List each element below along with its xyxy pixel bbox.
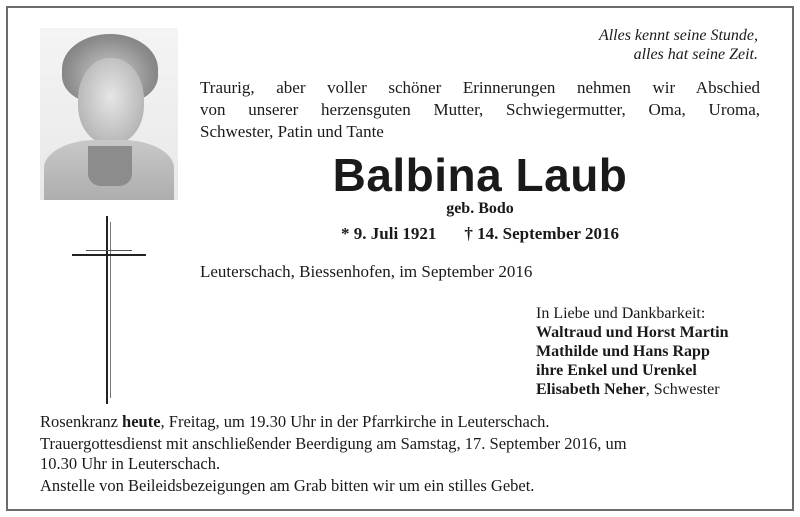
intro-line-1: Traurig, aber voller schöner Erinnerungen nehmen wir Abschied	[200, 78, 760, 97]
rosary-notice	[40, 412, 764, 432]
motto	[599, 26, 758, 64]
mourner-2: Mathilde und Hans Rapp	[536, 343, 710, 360]
intro-line-2: von unserer herzensguten Mutter, Schwiegermutter, Oma, Uroma,	[200, 100, 760, 119]
service-notice	[40, 434, 764, 474]
mourners-list	[536, 304, 728, 399]
rosary-today: heute	[122, 412, 161, 431]
mourner-4-relation: , Schwester	[645, 381, 720, 398]
mourner-4	[536, 380, 728, 399]
intro-text	[200, 77, 760, 143]
rosary-post: , Freitag, um 19.30 Uhr in der Pfarrkirche in Leuterschach.	[160, 412, 550, 431]
mourner-4-name: Elisabeth Neher	[536, 381, 646, 398]
mourner-3: ihre Enkel und Urenkel	[536, 362, 697, 379]
life-dates	[200, 224, 760, 244]
death-date: † 14. September 2016	[464, 224, 619, 243]
condolence-request: Anstelle von Beileidsbezeigungen am Grab bitten wir um ein stilles Gebet.	[40, 476, 535, 495]
service-line-2: 10.30 Uhr in Leuterschach.	[40, 454, 221, 473]
service-line-1: Trauergottesdienst mit anschließender Beerdigung am Samstag, 17. September 2016, um	[40, 434, 627, 453]
portrait-photo	[40, 28, 178, 200]
mourner-1: Waltraud und Horst Martin	[536, 324, 729, 341]
motto-line-1: Alles kennt seine Stunde,	[598, 27, 758, 44]
motto-line-2: alles hat seine Zeit.	[633, 46, 758, 63]
mourners-intro: In Liebe und Dankbarkeit:	[536, 305, 706, 322]
deceased-name: Balbina Laub	[332, 149, 628, 201]
birth-name: geb. Bodo	[446, 200, 514, 217]
rosary-pre: Rosenkranz	[40, 412, 123, 431]
footer-notices	[40, 412, 764, 498]
place-date: Leuterschach, Biessenhofen, im September 2016	[200, 262, 533, 281]
birth-date: * 9. Juli 1921	[341, 224, 437, 243]
intro-line-3: Schwester, Patin und Tante	[200, 122, 384, 141]
